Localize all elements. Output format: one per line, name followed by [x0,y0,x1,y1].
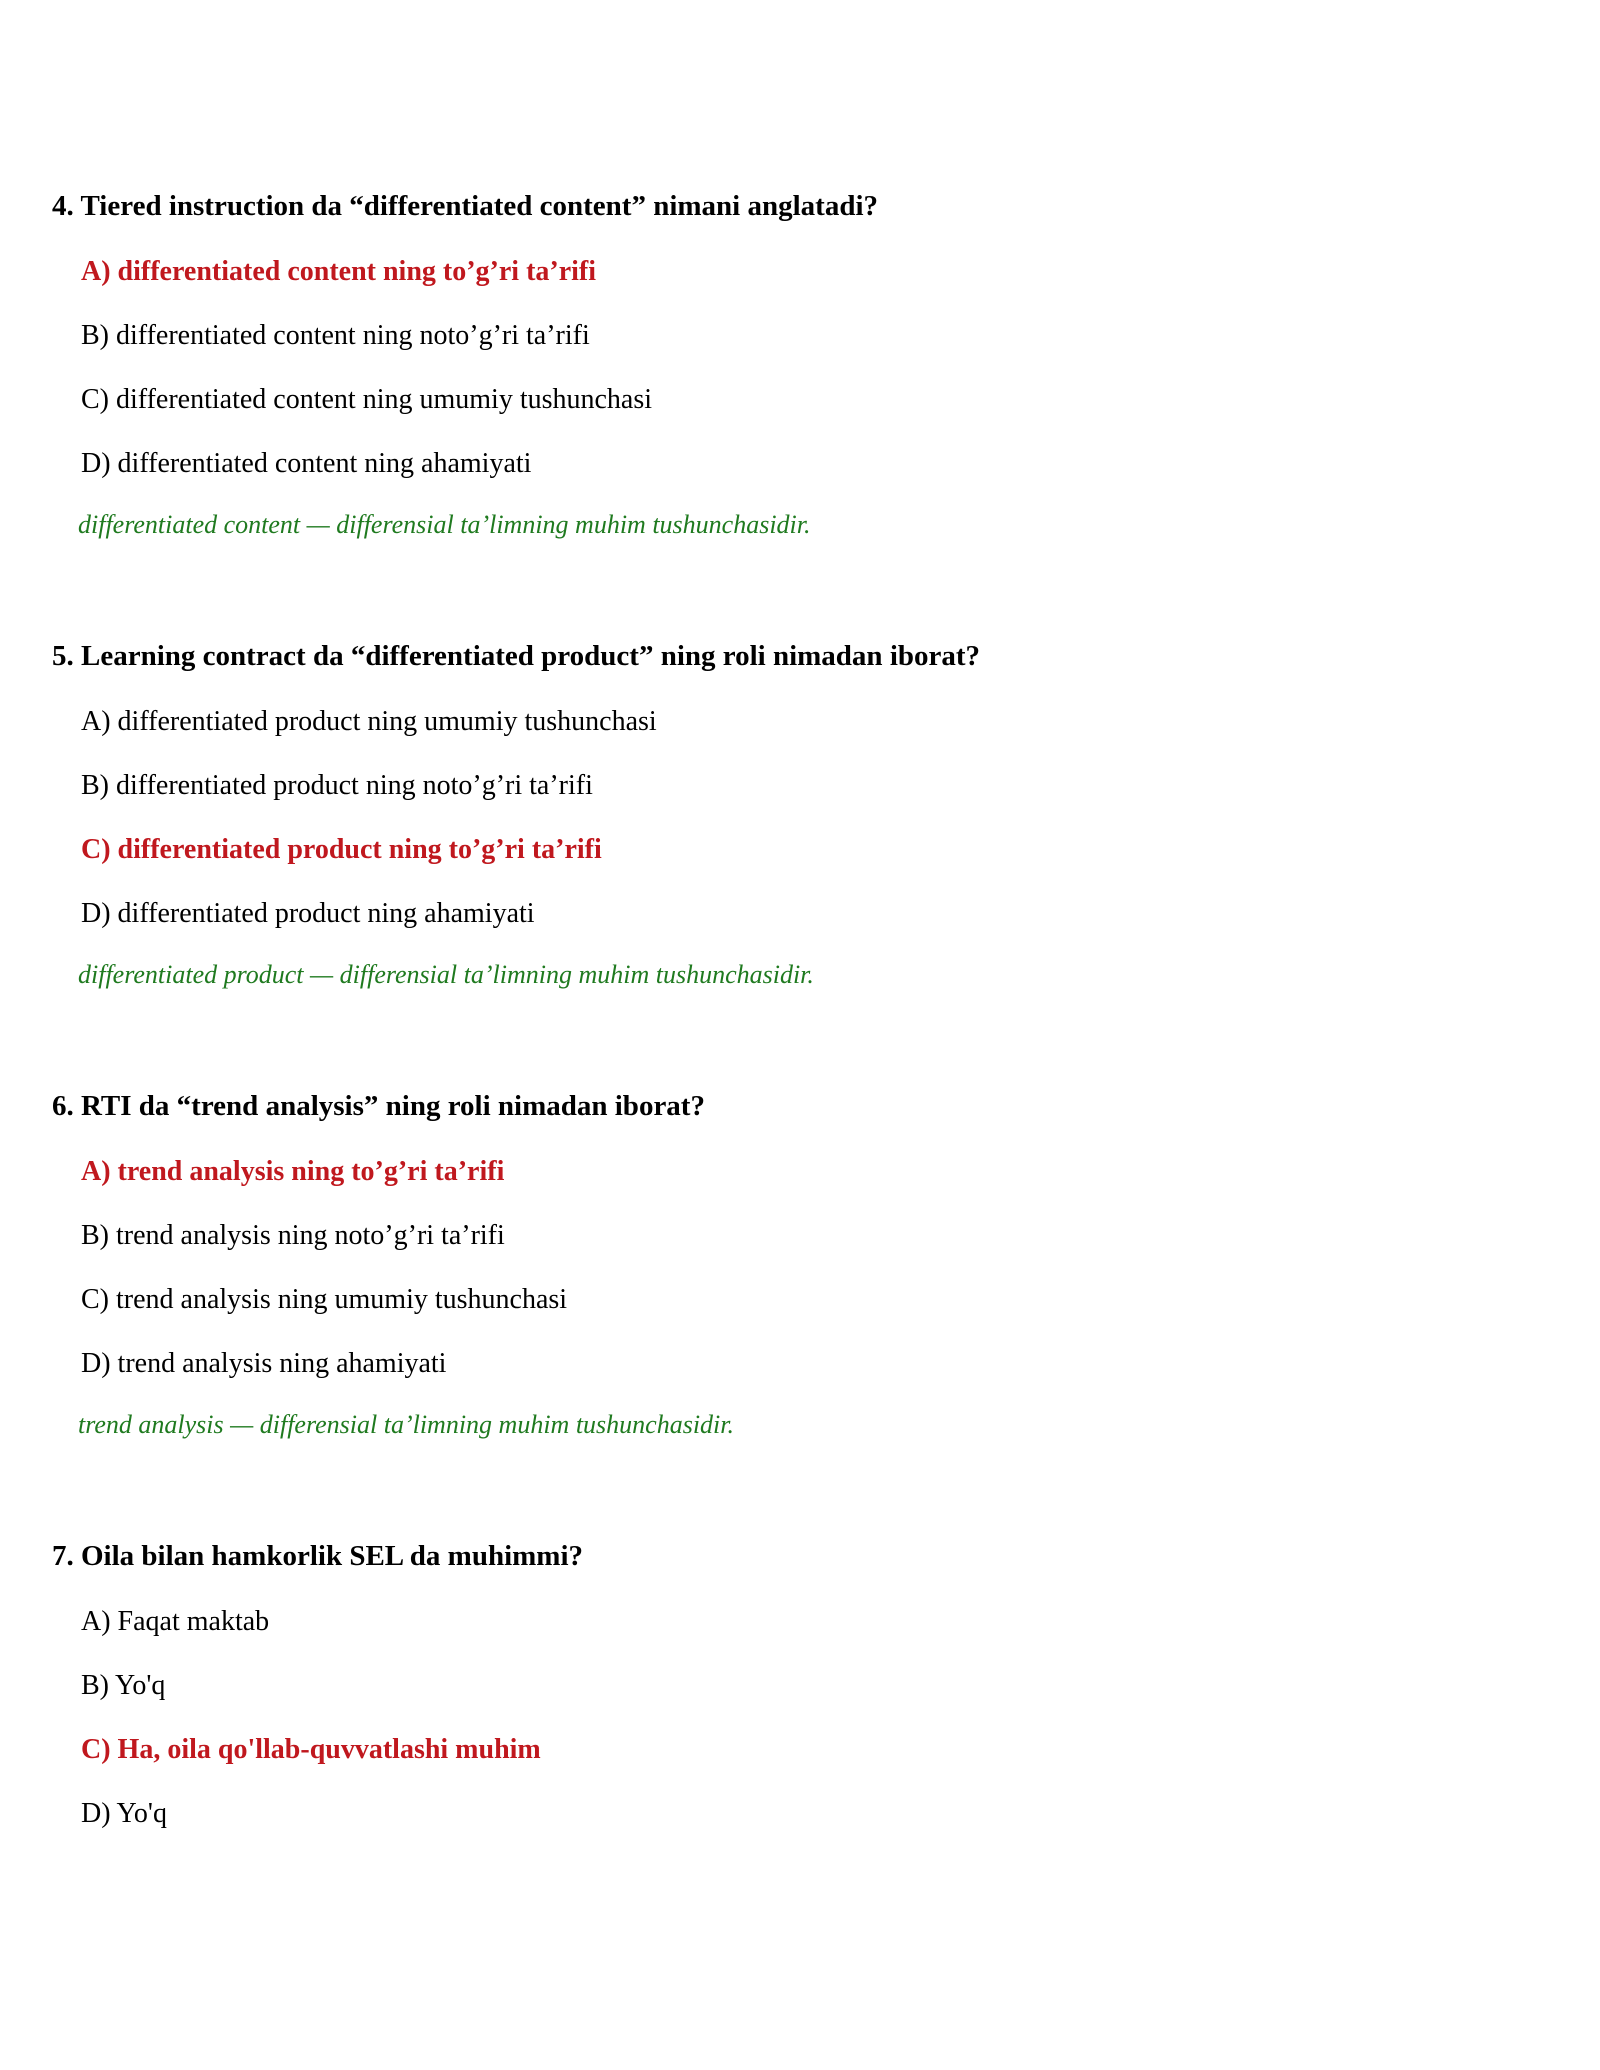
question-4 [52,188,1552,568]
question-title: 6. RTI da “trend analysis” ning roli nimadan iborat? [52,1090,705,1122]
question-title: 4. Tiered instruction da “differentiated content” nimani anglatadi? [52,190,879,222]
question-7 [52,1538,1552,1832]
option-a: A) Faqat maktab [81,1606,270,1637]
answer-explanation: differentiated product — differensial ta’limning muhim tushunchasidir. [78,960,814,989]
option-c: C) differentiated content ning umumiy tushunchasi [81,384,653,415]
option-b: B) Yo'q [81,1670,166,1701]
option-d: D) trend analysis ning ahamiyati [81,1348,447,1379]
answer-explanation: trend analysis — differensial ta’limning muhim tushunchasidir. [78,1410,735,1439]
option-c: C) trend analysis ning umumiy tushunchasi [81,1284,568,1315]
option-b: B) trend analysis ning noto’g’ri ta’rifi [81,1220,505,1251]
option-d: D) differentiated product ning ahamiyati [81,898,535,929]
option-b: B) differentiated content ning noto’g’ri ta’rifi [81,320,590,351]
question-title: 5. Learning contract da “differentiated product” ning roli nimadan iborat? [52,640,981,672]
option-b: B) differentiated product ning noto’g’ri ta’rifi [81,770,593,801]
option-d: D) Yo'q [81,1798,167,1829]
option-c-correct: C) Ha, oila qo'llab-quvvatlashi muhim [81,1734,541,1765]
option-d: D) differentiated content ning ahamiyati [81,448,532,479]
option-a: A) differentiated product ning umumiy tushunchasi [81,706,657,737]
option-c-correct: C) differentiated product ning to’g’ri ta’rifi [81,834,602,865]
option-list [52,254,1552,482]
answer-explanation: differentiated content — differensial ta’limning muhim tushunchasidir. [78,510,811,539]
question-5 [52,638,1552,1018]
question-6 [52,1088,1552,1468]
option-list [52,1154,1552,1382]
option-list [52,1604,1552,1832]
option-list [52,704,1552,932]
option-a-correct: A) trend analysis ning to’g’ri ta’rifi [81,1156,505,1187]
question-title: 7. Oila bilan hamkorlik SEL da muhimmi? [52,1540,584,1572]
option-a-correct: A) differentiated content ning to’g’ri ta’rifi [81,256,597,287]
